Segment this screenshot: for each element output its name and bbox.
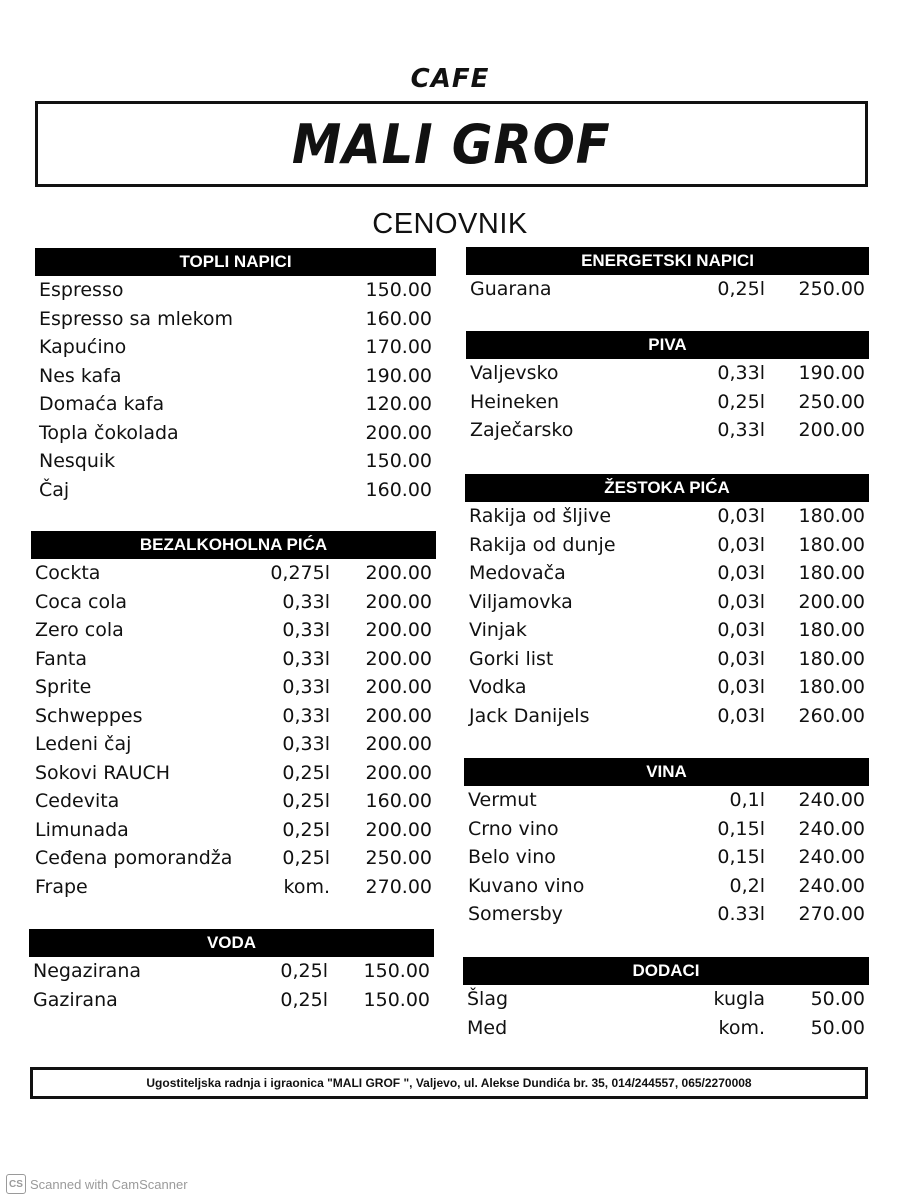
item-name: Frape — [35, 875, 88, 898]
menu-item — [31, 730, 436, 759]
item-price: 250.00 — [798, 390, 865, 413]
item-name: Vinjak — [469, 619, 527, 641]
item-size: 0,03l — [717, 619, 765, 641]
item-price: 150.00 — [363, 960, 430, 982]
item-price: 270.00 — [365, 875, 432, 898]
item-name: Kapućino — [39, 336, 127, 358]
item-name: Nesquik — [39, 450, 116, 472]
item-name: Gorki list — [469, 647, 554, 670]
section-header: BEZALKOHOLNA PIĆA — [31, 531, 436, 559]
item-price: 150.00 — [365, 279, 432, 301]
menu-item — [31, 645, 436, 674]
menu-item — [464, 815, 869, 844]
price-list-title: CENOVNIK — [372, 208, 528, 240]
section-header: ŽESTOKA PIĆA — [465, 474, 869, 502]
item-name: Topla čokolada — [39, 421, 179, 444]
item-size: 0,33l — [717, 362, 765, 384]
section-zestoka-pica — [465, 474, 869, 730]
cafe-label: CAFE — [410, 64, 490, 94]
item-price: 200.00 — [365, 733, 432, 755]
item-name: Coca cola — [35, 590, 128, 613]
menu-item — [465, 673, 869, 702]
item-name: Šlag — [467, 988, 509, 1010]
menu-item — [464, 843, 869, 872]
item-price: 160.00 — [365, 790, 432, 812]
item-size: 0.33l — [717, 903, 765, 925]
item-name: Kuvano vino — [468, 874, 585, 897]
item-name: Jack Danijels — [469, 704, 590, 727]
item-price: 240.00 — [798, 846, 865, 868]
item-price: 200.00 — [365, 704, 432, 727]
menu-item — [31, 616, 436, 645]
item-size: 0,33l — [717, 419, 765, 441]
item-size: 0,25l — [282, 847, 330, 869]
item-size: 0,03l — [717, 676, 765, 698]
item-price: 200.00 — [798, 590, 865, 613]
menu-item — [466, 275, 869, 304]
menu-item — [35, 276, 436, 305]
menu-item — [31, 873, 436, 902]
item-size: 0,33l — [282, 590, 330, 613]
item-size: kugla — [713, 988, 765, 1010]
item-price: 200.00 — [365, 761, 432, 784]
item-size: 0,03l — [717, 505, 765, 527]
item-name: Ledeni čaj — [35, 733, 132, 755]
section-piva — [466, 331, 869, 445]
watermark-text: Scanned with CamScanner — [30, 1176, 188, 1192]
item-name: Nes kafa — [39, 364, 122, 387]
menu-item — [35, 390, 436, 419]
item-price: 200.00 — [365, 818, 432, 841]
item-size: 0,25l — [282, 761, 330, 784]
item-name: Negazirana — [33, 960, 141, 982]
item-name: Sokovi RAUCH — [35, 761, 171, 784]
menu-item — [35, 362, 436, 391]
item-size: 0,33l — [282, 619, 330, 641]
item-price: 200.00 — [365, 619, 432, 641]
menu-item — [35, 476, 436, 505]
item-list — [466, 359, 869, 445]
menu-item — [31, 588, 436, 617]
item-name: Zero cola — [35, 619, 124, 641]
item-list — [35, 276, 436, 504]
item-price: 160.00 — [365, 478, 432, 501]
item-name: Sprite — [35, 676, 92, 698]
item-size: 0,25l — [280, 960, 328, 982]
menu-item — [29, 986, 434, 1015]
item-size: 0,25l — [280, 988, 328, 1011]
item-name: Med — [467, 1016, 508, 1039]
item-price: 120.00 — [365, 393, 432, 415]
item-price: 270.00 — [798, 903, 865, 925]
item-name: Rakija od dunje — [469, 533, 616, 556]
item-price: 180.00 — [798, 562, 865, 584]
item-price: 200.00 — [798, 419, 865, 441]
menu-item — [463, 985, 869, 1014]
item-price: 50.00 — [810, 988, 865, 1010]
section-header: ENERGETSKI NAPICI — [466, 247, 869, 275]
menu-item — [31, 702, 436, 731]
menu-item — [35, 419, 436, 448]
item-name: Crno vino — [468, 817, 559, 840]
section-bezalkoholna-pica — [31, 531, 436, 901]
menu-item — [466, 416, 869, 445]
item-size: 0,03l — [717, 533, 765, 556]
item-name: Heineken — [470, 390, 560, 413]
item-size: 0,03l — [717, 647, 765, 670]
item-price: 200.00 — [365, 647, 432, 670]
camscanner-logo-icon: CS — [6, 1174, 26, 1194]
menu-item — [465, 502, 869, 531]
item-name: Čaj — [39, 478, 70, 501]
item-price: 180.00 — [798, 647, 865, 670]
item-size: 0,25l — [717, 278, 765, 300]
item-size: 0,25l — [717, 390, 765, 413]
menu-item — [465, 616, 869, 645]
item-list — [466, 275, 869, 304]
menu-item — [31, 759, 436, 788]
item-name: Espresso sa mlekom — [39, 307, 234, 330]
item-size: kom. — [283, 875, 330, 898]
item-size: 0,1l — [729, 789, 765, 811]
item-size: 0,03l — [717, 704, 765, 727]
menu-item — [35, 333, 436, 362]
menu-item — [464, 900, 869, 929]
item-size: 0,275l — [270, 562, 330, 584]
item-price: 200.00 — [365, 676, 432, 698]
section-header: PIVA — [466, 331, 869, 359]
item-name: Rakija od šljive — [469, 505, 612, 527]
item-price: 240.00 — [798, 817, 865, 840]
section-header: VINA — [464, 758, 869, 786]
section-dodaci — [463, 957, 869, 1042]
item-price: 160.00 — [365, 307, 432, 330]
item-size: 0,25l — [282, 790, 330, 812]
cafe-name: MALI GROF — [292, 112, 611, 176]
item-name: Schweppes — [35, 704, 143, 727]
item-price: 200.00 — [365, 562, 432, 584]
menu-item — [465, 559, 869, 588]
menu-item — [465, 531, 869, 560]
item-size: 0,33l — [282, 733, 330, 755]
item-list — [464, 786, 869, 929]
item-name: Cedevita — [35, 790, 120, 812]
item-size: 0,25l — [282, 818, 330, 841]
menu-item — [31, 844, 436, 873]
item-name: Vermut — [468, 789, 537, 811]
menu-item — [31, 559, 436, 588]
section-header: DODACI — [463, 957, 869, 985]
item-price: 240.00 — [798, 789, 865, 811]
item-price: 180.00 — [798, 533, 865, 556]
item-size: 0,33l — [282, 647, 330, 670]
item-name: Valjevsko — [470, 362, 559, 384]
item-price: 200.00 — [365, 421, 432, 444]
item-list — [31, 559, 436, 901]
item-price: 190.00 — [365, 364, 432, 387]
item-price: 260.00 — [798, 704, 865, 727]
item-size: 0,15l — [717, 846, 765, 868]
item-name: Viljamovka — [469, 590, 573, 613]
item-price: 180.00 — [798, 676, 865, 698]
item-list — [463, 985, 869, 1042]
item-name: Espresso — [39, 279, 124, 301]
item-name: Guarana — [470, 278, 552, 300]
item-size: 0,03l — [717, 562, 765, 584]
item-list — [465, 502, 869, 730]
menu-item — [31, 816, 436, 845]
item-price: 150.00 — [363, 988, 430, 1011]
section-energetski-napici — [466, 247, 869, 304]
menu-item — [466, 359, 869, 388]
menu-item — [466, 388, 869, 417]
item-name: Belo vino — [468, 846, 556, 868]
menu-item — [35, 447, 436, 476]
section-vina — [464, 758, 869, 929]
menu-item — [29, 957, 434, 986]
item-price: 240.00 — [798, 874, 865, 897]
item-price: 190.00 — [798, 362, 865, 384]
title-box — [35, 101, 868, 187]
item-price: 170.00 — [365, 336, 432, 358]
menu-item — [464, 872, 869, 901]
menu-item — [464, 786, 869, 815]
item-name: Limunada — [35, 818, 129, 841]
item-name: Ceđena pomorandža — [35, 847, 233, 869]
item-price: 180.00 — [798, 619, 865, 641]
item-name: Fanta — [35, 647, 87, 670]
item-name: Medovača — [469, 562, 566, 584]
item-name: Somersby — [468, 903, 563, 925]
menu-item — [463, 1014, 869, 1043]
scanner-watermark — [6, 1174, 188, 1194]
item-size: 0,33l — [282, 676, 330, 698]
item-name: Domaća kafa — [39, 393, 165, 415]
item-price: 150.00 — [365, 450, 432, 472]
item-size: 0,15l — [717, 817, 765, 840]
item-list — [29, 957, 434, 1014]
section-header: VODA — [29, 929, 434, 957]
item-size: kom. — [718, 1016, 765, 1039]
item-name: Cockta — [35, 562, 101, 584]
item-name: Vodka — [469, 676, 527, 698]
item-name: Zaječarsko — [470, 419, 574, 441]
item-size: 0,03l — [717, 590, 765, 613]
item-name: Gazirana — [33, 988, 118, 1011]
menu-item — [465, 645, 869, 674]
item-price: 180.00 — [798, 505, 865, 527]
item-size: 0,2l — [729, 874, 765, 897]
menu-item — [465, 702, 869, 731]
menu-item — [31, 787, 436, 816]
item-price: 250.00 — [798, 278, 865, 300]
menu-item — [31, 673, 436, 702]
item-price: 250.00 — [365, 847, 432, 869]
menu-item — [35, 305, 436, 334]
section-voda — [29, 929, 434, 1014]
item-size: 0,33l — [282, 704, 330, 727]
item-price: 200.00 — [365, 590, 432, 613]
footer-text: Ugostiteljska radnja i igraonica "MALI GROF ", Valjevo, ul. Alekse Dundića br. 35, 014/244557, 065/2270008 — [146, 1076, 752, 1090]
section-header: TOPLI NAPICI — [35, 248, 436, 276]
footer-address — [30, 1067, 868, 1099]
item-price: 50.00 — [810, 1016, 865, 1039]
section-topli-napici — [35, 248, 436, 504]
menu-item — [465, 588, 869, 617]
